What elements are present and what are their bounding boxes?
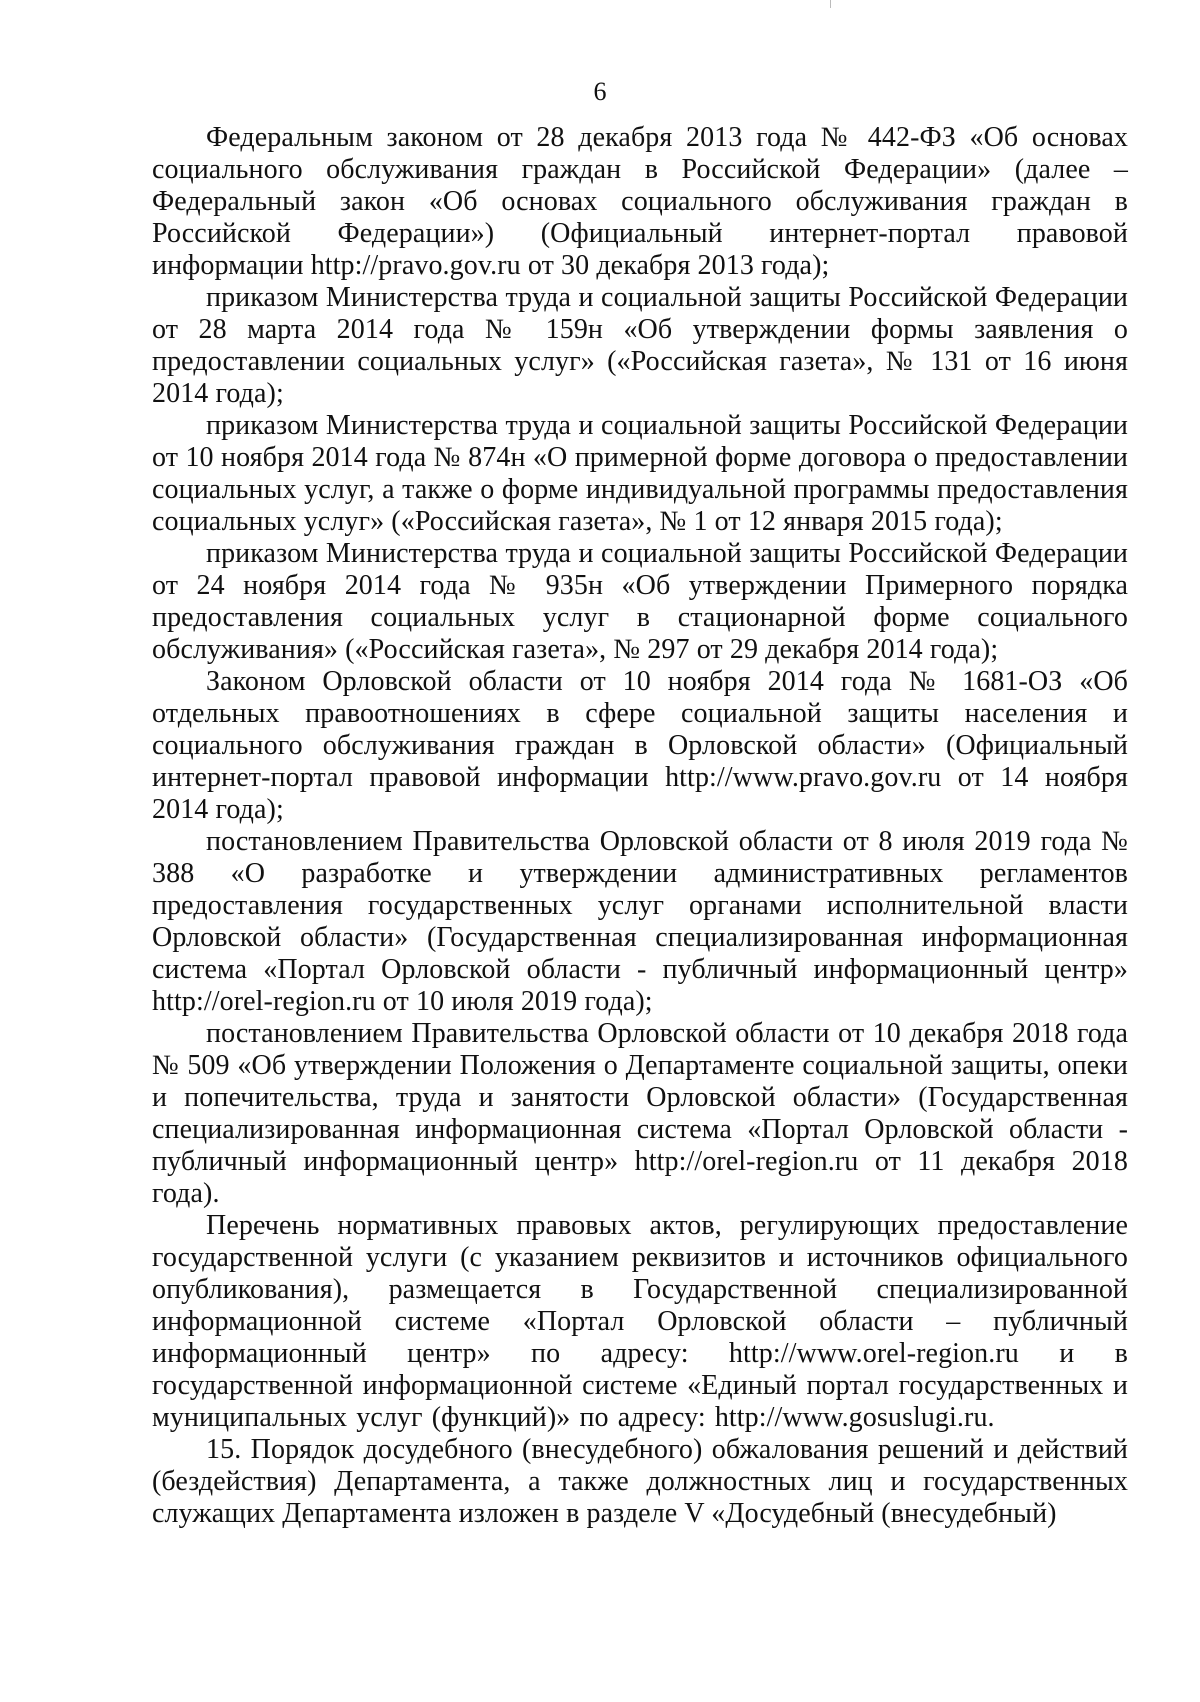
paragraph-list-of-acts: Перечень нормативных правовых актов, регулирующих предоставление государственной услуги (с указанием реквизитов и источников официального опубликования), размещается в Государственной специализированной информационной системе «Портал Орловской области – публичный информационный центр» по адресу: http://www.orel-region.ru и в государственной информационной системе «Единый портал государственных и муниципальных услуг (функций)» по адресу: http://www.gosuslugi.ru. <box>152 1210 1128 1433</box>
document-body <box>152 122 1128 1530</box>
paragraph-resolution-388: постановлением Правительства Орловской области от 8 июля 2019 года № 388 «О разработке и утверждении административных регламентов предоставления государственных услуг органами исполнительной власти Орловской области» (Государственная специализированная информационная система «Портал Орловской области - публичный информационный центр» http://orel-region.ru от 10 июля 2019 года); <box>152 826 1128 1017</box>
paragraph-order-935n: приказом Министерства труда и социальной защиты Российской Федерации от 24 ноября 2014 года № 935н «Об утверждении Примерного порядка предоставления социальных услуг в стационарной форме социального обслуживания» («Российская газета», № 297 от 29 декабря 2014 года); <box>152 538 1128 665</box>
paragraph-order-159n: приказом Министерства труда и социальной защиты Российской Федерации от 28 марта 2014 года № 159н «Об утверждении формы заявления о предоставлении социальных услуг» («Российская газета», № 131 от 16 июня 2014 года); <box>152 282 1128 409</box>
paragraph-federal-law-442: Федеральным законом от 28 декабря 2013 года № 442-ФЗ «Об основах социального обслуживания граждан в Российской Федерации» (далее – Федеральный закон «Об основах социального обслуживания граждан в Российской Федерации») (Официальный интернет-портал правовой информации http://pravo.gov.ru от 30 декабря 2013 года); <box>152 122 1128 281</box>
paragraph-oryol-law-1681: Законом Орловской области от 10 ноября 2014 года № 1681-ОЗ «Об отдельных правоотношениях в сфере социальной защиты населения и социального обслуживания граждан в Орловской области» (Официальный интернет-портал правовой информации http://www.pravo.gov.ru от 14 ноября 2014 года); <box>152 666 1128 825</box>
page-number: 6 <box>593 77 607 106</box>
paragraph-section-15: 15. Порядок досудебного (внесудебного) обжалования решений и действий (бездействия) Департамента, а также должностных лиц и государственных служащих Департамента изложен в разделе V «Досудебный (внесудебный) <box>152 1434 1128 1529</box>
paragraph-order-874n: приказом Министерства труда и социальной защиты Российской Федерации от 10 ноября 2014 года № 874н «О примерной форме договора о предоставлении социальных услуг, а также о форме индивидуальной программы предоставления социальных услуг» («Российская газета», № 1 от 12 января 2015 года); <box>152 410 1128 537</box>
scan-mark <box>830 0 831 8</box>
paragraph-resolution-509: постановлением Правительства Орловской области от 10 декабря 2018 года № 509 «Об утверждении Положения о Департаменте социальной защиты, опеки и попечительства, труда и занятости Орловской области» (Государственная специализированная информационная система «Портал Орловской области - публичный информационный центр» http://orel-region.ru от 11 декабря 2018 года). <box>152 1018 1128 1209</box>
